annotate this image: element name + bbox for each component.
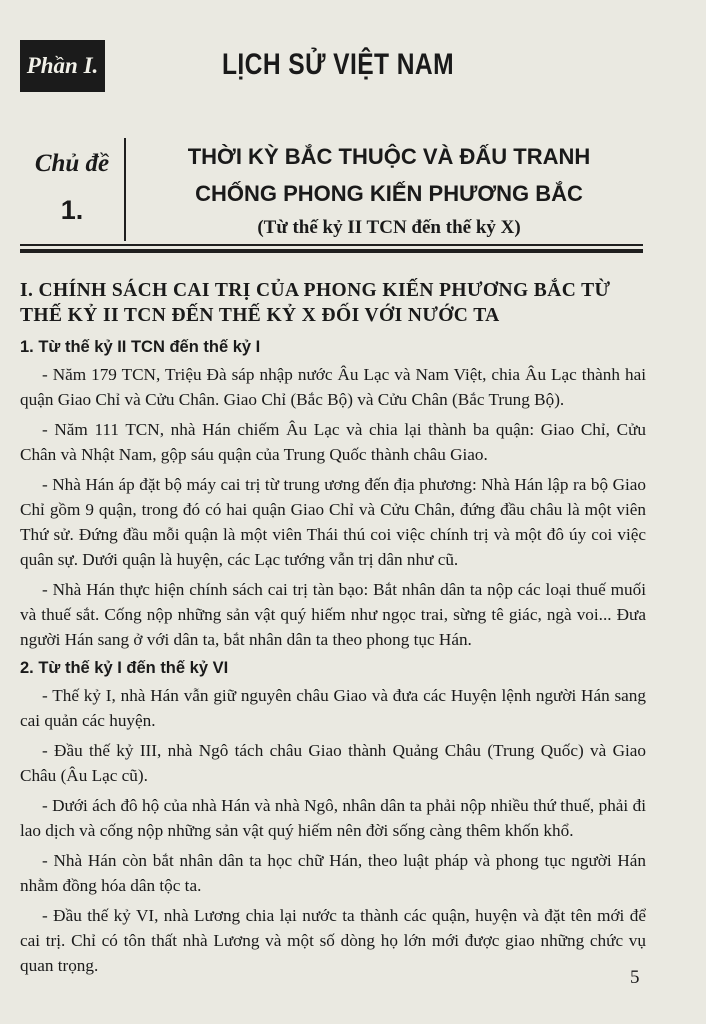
subsection-title: 1. Từ thế kỷ II TCN đến thế kỷ I xyxy=(20,338,261,356)
paragraph: - Nhà Hán còn bắt nhân dân ta học chữ Hán, theo luật pháp và phong tục người Hán nhằm đồng hóa dân tộc ta. xyxy=(20,851,646,895)
paragraph: - Nhà Hán áp đặt bộ máy cai trị từ trung ương đến địa phương: Nhà Hán lập ra bộ Giao Chỉ gồm 9 quận, trong đó có hai quận Giao Chỉ và Cửu Chân, đứng đầu châu là một viên Thứ sử. Đứng đầu mỗi quận là một viên Thái thú coi việc chính trị và một đô úy coi việc quân sự. Dưới quận là huyện, các Lạc tướng vẫn trị dân như cũ. xyxy=(20,475,646,569)
header-rule-thick xyxy=(20,249,643,253)
header-rule-thin xyxy=(20,244,643,246)
page-number: 5 xyxy=(630,967,640,988)
subsection-title: 2. Từ thế kỷ I đến thế kỷ VI xyxy=(20,659,229,677)
topic-subtitle: (Từ thế kỷ II TCN đến thế kỷ X) xyxy=(257,217,521,238)
paragraph: - Năm 111 TCN, nhà Hán chiếm Âu Lạc và chia lại thành ba quận: Giao Chỉ, Cửu Chân và Nhật Nam, gộp sáu quận của Trung Quốc thành châu Giao. xyxy=(20,420,646,464)
topic-title-line2: CHỐNG PHONG KIẾN PHƯƠNG BẮC xyxy=(195,181,583,206)
topic-title-line1: THỜI KỲ BẮC THUỘC VÀ ĐẤU TRANH xyxy=(187,144,591,169)
topic-divider xyxy=(124,138,126,241)
topic-label: Chủ đề xyxy=(34,150,110,177)
page-content xyxy=(20,278,646,983)
paragraph: - Nhà Hán thực hiện chính sách cai trị tàn bạo: Bắt nhân dân ta nộp các loại thuế muối và thuế sắt. Cống nộp những sản vật quý hiếm như ngọc trai, sừng tê giác, ngà voi... Đưa người Hán sang ở với dân ta, bắt nhân dân ta theo phong tục Hán. xyxy=(20,580,646,649)
section-title: I. CHÍNH SÁCH CAI TRỊ CỦA PHONG KIẾN PHƯƠNG BẮC TỪ THẾ KỶ II TCN ĐẾN THẾ KỶ X ĐỐI VỚI NƯỚC TA xyxy=(20,280,611,326)
paragraph: - Thế kỷ I, nhà Hán vẫn giữ nguyên châu Giao và đưa các Huyện lệnh người Hán sang cai quản các huyện. xyxy=(20,686,646,730)
paragraph: - Đầu thế kỷ VI, nhà Lương chia lại nước ta thành các quận, huyện và đặt tên mới để cai trị. Chỉ có tôn thất nhà Lương và một số dòng họ lớn mới được giao những chức vụ quan trọng. xyxy=(20,906,646,975)
paragraph: - Dưới ách đô hộ của nhà Hán và nhà Ngô, nhân dân ta phải nộp nhiều thứ thuế, phải đi lao dịch và cống nộp những sản vật quý hiếm nên đời sống càng thêm khốn khổ. xyxy=(20,796,646,840)
paragraph: - Đầu thế kỷ III, nhà Ngô tách châu Giao thành Quảng Châu (Trung Quốc) và Giao Châu (Âu Lạc cũ). xyxy=(20,741,646,785)
part-badge: Phần I. xyxy=(20,40,105,92)
part-title: LỊCH SỬ VIỆT NAM xyxy=(222,48,454,81)
paragraph: - Năm 179 TCN, Triệu Đà sáp nhập nước Âu Lạc và Nam Việt, chia Âu Lạc thành hai quận Giao Chỉ và Cửu Chân. Giao Chỉ (Bắc Bộ) và Cửu Chân (Bắc Trung Bộ). xyxy=(20,365,646,409)
topic-number: 1. xyxy=(60,195,84,225)
